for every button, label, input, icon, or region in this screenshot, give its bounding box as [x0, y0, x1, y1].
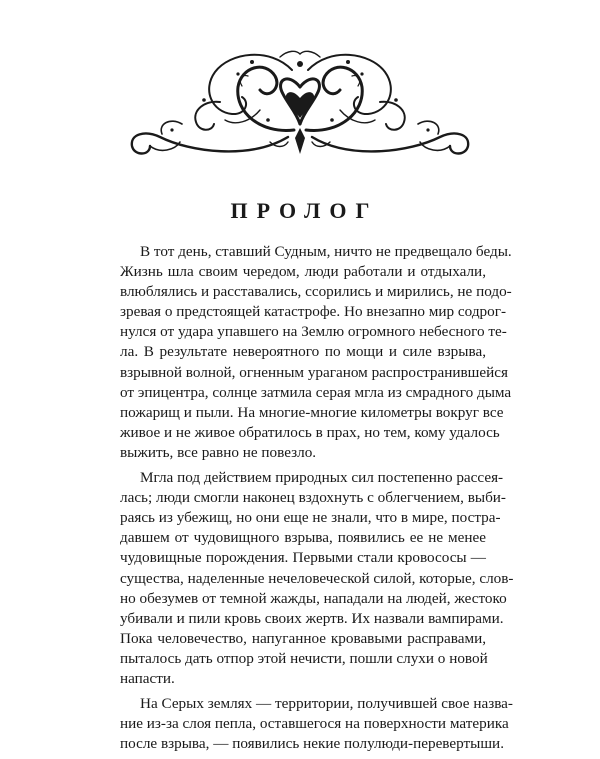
text-line: На Серых землях — территории, получившей свое назва-	[140, 695, 513, 713]
text-line: Жизнь шла своим чередом, люди работали и отдыхали,	[120, 263, 486, 281]
text-line: пожарищ и пыли. На многие-многие километры вокруг все	[120, 403, 504, 421]
decorative-heart-flourish-icon	[120, 42, 480, 167]
text-line: влюблялись и расставались, ссорились и мирились, не подо-	[120, 283, 512, 301]
text-line: В тот день, ставший Судным, ничто не предвещало беды.	[140, 243, 512, 260]
paragraph	[120, 694, 513, 754]
page-title: ПРОЛОГ	[230, 198, 379, 223]
text-line: ла. В результате невероятного по мощи и силе взрыва,	[120, 343, 486, 361]
text-line: ние из-за слоя пепла, оставшегося на поверхности материка	[120, 715, 509, 733]
text-line: чудовищные порождения. Первыми стали кровососы —	[120, 549, 486, 567]
text-line: убивали и пили кровь своих жертв. Их назвали вампирами.	[120, 609, 504, 627]
text-line: раясь из убежищ, но они еще не знали, что в мире, постра-	[120, 509, 501, 527]
text-line: после взрыва, — появились некие полулюди-перевертыши.	[120, 735, 504, 753]
text-line: от эпицентра, солнце затмила серая мгла из смрадного дыма	[120, 383, 512, 401]
text-line: взрывной волной, огненным ураганом распространившейся	[120, 363, 508, 381]
text-line: живое и не живое обратилось в прах, но тем, кому удалось	[120, 423, 500, 441]
text-line: существа, наделенные нечеловеческой силой, которые, слов-	[120, 569, 514, 587]
text-line: нулся от удара упавшего на Землю огромного небесного те-	[120, 323, 507, 341]
text-line: но обезумев от темной жажды, нападали на людей, жестоко	[120, 589, 507, 607]
text-line: давшем от чудовищного взрыва, появились ее не менее	[120, 529, 486, 547]
text-line: выжить, все равно не повезло.	[120, 443, 317, 461]
paragraph	[120, 468, 514, 689]
text-line: Мгла под действием природных сил постепенно рассея-	[140, 469, 504, 487]
text-line: Пока человечество, напуганное кровавыми расправами,	[120, 629, 486, 647]
text-line: лась; люди смогли наконец вздохнуть с облегчением, выби-	[120, 489, 506, 507]
prologue-text	[120, 242, 514, 759]
text-line: зревая о предстоящей катастрофе. Но внезапно мир содрог-	[120, 303, 507, 321]
text-line: напасти.	[120, 669, 175, 687]
paragraph	[120, 242, 512, 463]
text-line: пыталось дать отпор этой нечисти, пошли слухи о новой	[120, 649, 488, 667]
